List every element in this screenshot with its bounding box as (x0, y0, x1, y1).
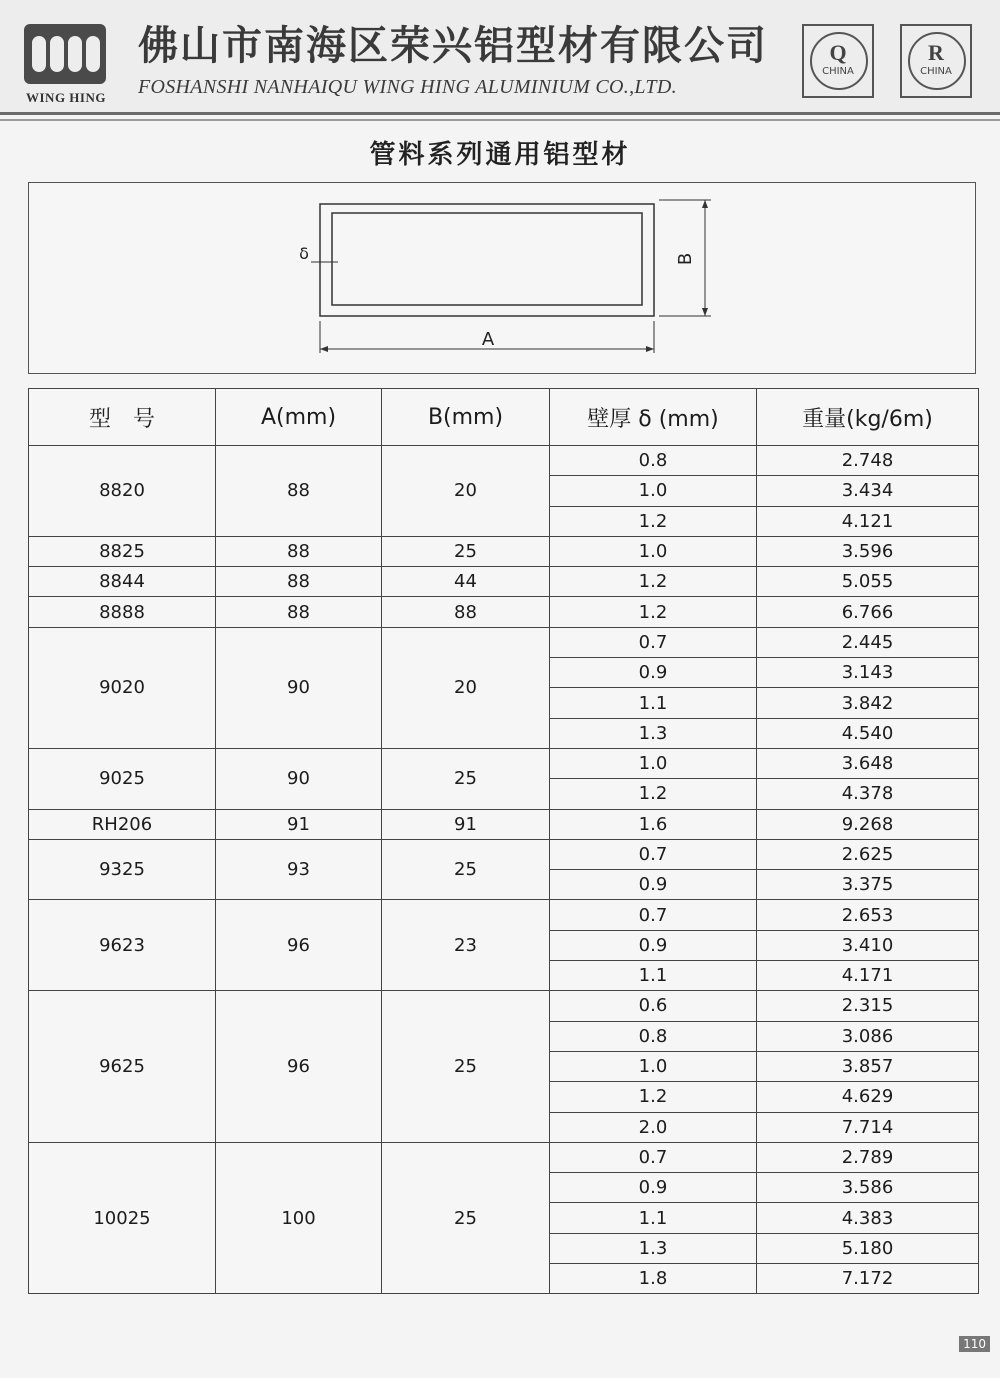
header-rule (0, 119, 1000, 121)
tube-cross-section-svg (29, 183, 975, 373)
a-cell: 88 (216, 567, 382, 597)
thickness-cell: 1.2 (550, 597, 757, 627)
table-body (29, 446, 979, 1294)
thickness-cell: 0.9 (550, 658, 757, 688)
weight-cell: 2.445 (757, 627, 979, 657)
thickness-cell: 0.9 (550, 870, 757, 900)
weight-cell: 2.625 (757, 839, 979, 869)
table-row (29, 748, 979, 778)
table-row (29, 446, 979, 476)
thickness-cell: 0.7 (550, 839, 757, 869)
thickness-cell: 0.7 (550, 1142, 757, 1172)
weight-cell: 3.648 (757, 748, 979, 778)
weight-cell: 3.434 (757, 476, 979, 506)
weight-cell: 3.857 (757, 1051, 979, 1081)
page-title: 管料系列通用铝型材 (369, 140, 631, 170)
a-cell: 90 (216, 627, 382, 748)
spec-table (28, 388, 979, 1294)
thickness-cell: 1.3 (550, 718, 757, 748)
a-cell: 90 (216, 748, 382, 809)
cert-badge-r (900, 24, 972, 98)
dim-a-label: A (481, 329, 495, 350)
thickness-cell: 1.1 (550, 1203, 757, 1233)
weight-cell: 3.375 (757, 870, 979, 900)
weight-cell: 3.410 (757, 930, 979, 960)
logo-mark-icon (24, 24, 106, 84)
a-cell: 88 (216, 446, 382, 537)
thickness-cell: 1.8 (550, 1264, 757, 1294)
cert-letter: R (928, 40, 944, 65)
b-cell: 25 (382, 536, 550, 566)
weight-cell: 2.748 (757, 446, 979, 476)
table-row (29, 900, 979, 930)
outer-rect (320, 204, 654, 316)
thickness-cell: 1.1 (550, 688, 757, 718)
col-header-weight: 重量(kg/6m) (757, 389, 979, 446)
page-number: 110 (959, 1336, 990, 1352)
b-cell: 20 (382, 627, 550, 748)
inner-rect (332, 213, 642, 305)
thickness-cell: 1.2 (550, 1082, 757, 1112)
table-row (29, 567, 979, 597)
thickness-cell: 1.2 (550, 567, 757, 597)
model-cell: 8888 (29, 597, 216, 627)
a-cell: 93 (216, 839, 382, 900)
weight-cell: 6.766 (757, 597, 979, 627)
weight-cell: 4.383 (757, 1203, 979, 1233)
table-header-row (29, 389, 979, 446)
table-row (29, 627, 979, 657)
dim-delta-label: δ (299, 244, 309, 263)
a-cell: 88 (216, 597, 382, 627)
thickness-cell: 0.8 (550, 446, 757, 476)
weight-cell: 2.789 (757, 1142, 979, 1172)
model-cell: 9325 (29, 839, 216, 900)
thickness-cell: 1.0 (550, 536, 757, 566)
model-cell: 9625 (29, 991, 216, 1142)
weight-cell: 4.629 (757, 1082, 979, 1112)
weight-cell: 7.172 (757, 1264, 979, 1294)
thickness-cell: 1.3 (550, 1233, 757, 1263)
col-header-thickness: 壁厚 δ (mm) (550, 389, 757, 446)
col-header-model: 型 号 (29, 389, 216, 446)
model-cell: RH206 (29, 809, 216, 839)
weight-cell: 3.842 (757, 688, 979, 718)
col-header-b: B(mm) (382, 389, 550, 446)
model-cell: 10025 (29, 1142, 216, 1293)
thickness-cell: 1.1 (550, 961, 757, 991)
weight-cell: 4.121 (757, 506, 979, 536)
a-cell: 96 (216, 991, 382, 1142)
table-row (29, 809, 979, 839)
weight-cell: 4.378 (757, 779, 979, 809)
weight-cell: 9.268 (757, 809, 979, 839)
company-name-cn: 佛山市南海区荣兴铝型材有限公司 (138, 22, 768, 69)
model-cell: 9025 (29, 748, 216, 809)
a-cell: 88 (216, 536, 382, 566)
b-cell: 25 (382, 1142, 550, 1293)
a-cell: 96 (216, 900, 382, 991)
thickness-cell: 1.6 (550, 809, 757, 839)
weight-cell: 2.315 (757, 991, 979, 1021)
company-logo (20, 20, 112, 108)
thickness-cell: 0.7 (550, 627, 757, 657)
table-row (29, 597, 979, 627)
cert-badge-q (802, 24, 874, 98)
weight-cell: 4.540 (757, 718, 979, 748)
thickness-cell: 0.9 (550, 930, 757, 960)
weight-cell: 3.596 (757, 536, 979, 566)
cert-letter: Q (829, 40, 847, 65)
company-name-en: FOSHANSHI NANHAIQU WING HING ALUMINIUM CO.,LTD. (138, 76, 677, 98)
weight-cell: 4.171 (757, 961, 979, 991)
thickness-cell: 1.2 (550, 779, 757, 809)
table-row (29, 991, 979, 1021)
b-cell: 44 (382, 567, 550, 597)
thickness-cell: 0.6 (550, 991, 757, 1021)
weight-cell: 3.586 (757, 1173, 979, 1203)
profile-diagram (28, 182, 976, 374)
model-cell: 8825 (29, 536, 216, 566)
weight-cell: 2.653 (757, 900, 979, 930)
thickness-cell: 0.7 (550, 900, 757, 930)
weight-cell: 7.714 (757, 1112, 979, 1142)
model-cell: 8844 (29, 567, 216, 597)
table-row (29, 1142, 979, 1172)
thickness-cell: 0.9 (550, 1173, 757, 1203)
weight-cell: 5.055 (757, 567, 979, 597)
a-cell: 100 (216, 1142, 382, 1293)
b-cell: 25 (382, 991, 550, 1142)
thickness-cell: 1.0 (550, 748, 757, 778)
thickness-cell: 0.8 (550, 1021, 757, 1051)
weight-cell: 3.143 (757, 658, 979, 688)
table-row (29, 536, 979, 566)
b-cell: 23 (382, 900, 550, 991)
weight-cell: 3.086 (757, 1021, 979, 1051)
b-cell: 25 (382, 748, 550, 809)
page-header (0, 0, 1000, 115)
a-cell: 91 (216, 809, 382, 839)
cert-label: CHINA (822, 66, 854, 77)
weight-cell: 5.180 (757, 1233, 979, 1263)
model-cell: 8820 (29, 446, 216, 537)
model-cell: 9623 (29, 900, 216, 991)
thickness-cell: 2.0 (550, 1112, 757, 1142)
b-cell: 20 (382, 446, 550, 537)
b-cell: 91 (382, 809, 550, 839)
thickness-cell: 1.0 (550, 476, 757, 506)
thickness-cell: 1.0 (550, 1051, 757, 1081)
cert-label: CHINA (920, 66, 952, 77)
thickness-cell: 1.2 (550, 506, 757, 536)
model-cell: 9020 (29, 627, 216, 748)
b-cell: 88 (382, 597, 550, 627)
col-header-a: A(mm) (216, 389, 382, 446)
dim-b-label: B (675, 252, 696, 266)
table-row (29, 839, 979, 869)
b-cell: 25 (382, 839, 550, 900)
logo-text: WING HING (26, 90, 106, 105)
